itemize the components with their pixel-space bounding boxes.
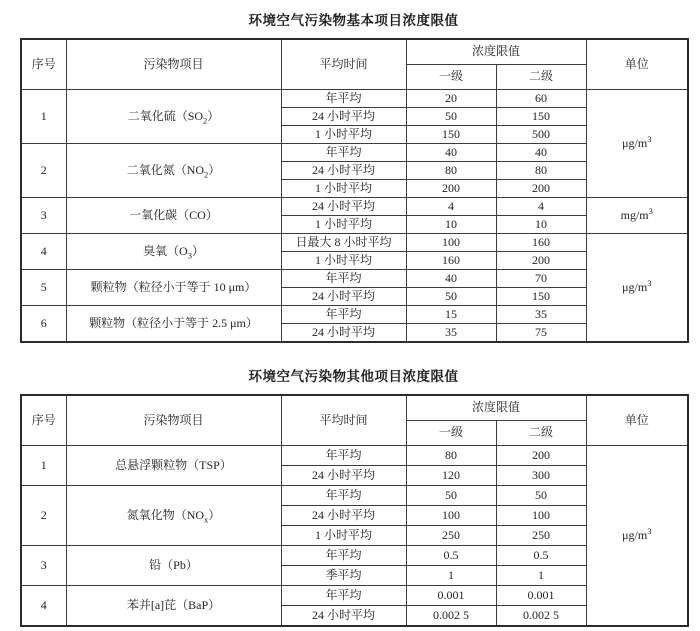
header-avg-time: 平均时间 <box>281 395 406 446</box>
table-row <box>21 90 688 108</box>
cell-level1: 50 <box>406 108 496 126</box>
cell-level2: 300 <box>496 466 586 486</box>
cell-seq: 3 <box>21 546 66 586</box>
cell-unit: $\mu g/m^3$ <box>586 234 688 343</box>
header-level2: 二级 <box>496 421 586 446</box>
cell-level1: 4 <box>406 198 496 216</box>
cell-unit: $\mu g/m^3$ <box>586 90 688 198</box>
cell-level1: 100 <box>406 506 496 526</box>
cell-level1: 0.002 5 <box>406 606 496 627</box>
cell-seq: 3 <box>21 198 66 234</box>
cell-avg-time: 24 小时平均 <box>281 324 406 343</box>
cell-level1: 250 <box>406 526 496 546</box>
cell-avg-time: 24 小时平均 <box>281 162 406 180</box>
cell-avg-time: 24 小时平均 <box>281 466 406 486</box>
cell-level2: 0.001 <box>496 586 586 606</box>
cell-pollutant: 苯并[a]芘（BaP） <box>66 586 281 627</box>
header-pollutant: 污染物项目 <box>66 39 281 90</box>
cell-level2: 35 <box>496 306 586 324</box>
cell-avg-time: 年平均 <box>281 586 406 606</box>
table-header <box>21 395 688 446</box>
cell-level2: 200 <box>496 252 586 270</box>
cell-avg-time: 24 小时平均 <box>281 606 406 627</box>
table-title-basic: 环境空气污染物基本项目浓度限值 <box>248 13 459 28</box>
table-row <box>21 198 688 216</box>
cell-avg-time: 1 小时平均 <box>281 180 406 198</box>
cell-level2: 250 <box>496 526 586 546</box>
cell-avg-time: 1 小时平均 <box>281 126 406 144</box>
cell-avg-time: 年平均 <box>281 306 406 324</box>
cell-level1: 200 <box>406 180 496 198</box>
cell-avg-time: 24 小时平均 <box>281 288 406 306</box>
table-title-other: 环境空气污染物其他项目浓度限值 <box>248 369 459 384</box>
header-level2: 二级 <box>496 65 586 90</box>
cell-avg-time: 年平均 <box>281 144 406 162</box>
cell-level2: 80 <box>496 162 586 180</box>
cell-seq: 2 <box>21 486 66 546</box>
header-pollutant: 污染物项目 <box>66 395 281 446</box>
cell-level2: 4 <box>496 198 586 216</box>
cell-level1: 160 <box>406 252 496 270</box>
other-limits-table <box>20 394 689 627</box>
cell-level2: 10 <box>496 216 586 234</box>
cell-level1: 1 <box>406 566 496 586</box>
cell-seq: 5 <box>21 270 66 306</box>
cell-seq: 4 <box>21 586 66 627</box>
cell-seq: 2 <box>21 144 66 198</box>
cell-level1: 100 <box>406 234 496 252</box>
cell-level1: 35 <box>406 324 496 343</box>
cell-pollutant: 颗粒物（粒径小于等于 2.5 μm） <box>66 306 281 343</box>
cell-avg-time: 日最大 8 小时平均 <box>281 234 406 252</box>
cell-avg-time: 年平均 <box>281 270 406 288</box>
table-body <box>21 90 688 343</box>
cell-avg-time: 年平均 <box>281 90 406 108</box>
cell-level2: 40 <box>496 144 586 162</box>
cell-level1: 50 <box>406 288 496 306</box>
cell-pollutant: 二氧化氮$(NO_2)$ <box>66 144 281 198</box>
cell-pollutant: 颗粒物（粒径小于等于 10 μm） <box>66 270 281 306</box>
cell-level2: 150 <box>496 108 586 126</box>
cell-level2: 200 <box>496 180 586 198</box>
header-avg-time: 平均时间 <box>281 39 406 90</box>
cell-level2: 0.5 <box>496 546 586 566</box>
cell-pollutant: 一氧化碳（CO） <box>66 198 281 234</box>
cell-avg-time: 1 小时平均 <box>281 252 406 270</box>
cell-avg-time: 季平均 <box>281 566 406 586</box>
cell-level1: 150 <box>406 126 496 144</box>
cell-level2: 70 <box>496 270 586 288</box>
cell-seq: 4 <box>21 234 66 270</box>
cell-unit: $mg/m^3$ <box>586 198 688 234</box>
cell-pollutant: 铅（Pb） <box>66 546 281 586</box>
header-level1: 一级 <box>406 65 496 90</box>
table-body <box>21 446 688 627</box>
cell-pollutant: 氮氧化物$(NO_x)$ <box>66 486 281 546</box>
cell-seq: 1 <box>21 446 66 486</box>
cell-level1: 0.5 <box>406 546 496 566</box>
cell-level2: 50 <box>496 486 586 506</box>
header-seq: 序号 <box>21 395 66 446</box>
cell-avg-time: 24 小时平均 <box>281 506 406 526</box>
cell-avg-time: 年平均 <box>281 546 406 566</box>
basic-limits-table <box>20 38 689 343</box>
cell-level1: 120 <box>406 466 496 486</box>
cell-level1: 20 <box>406 90 496 108</box>
cell-level2: 60 <box>496 90 586 108</box>
cell-unit: $\mu g/m^3$ <box>586 446 688 627</box>
header-level1: 一级 <box>406 421 496 446</box>
header-unit: 单位 <box>586 395 688 446</box>
table-header-row <box>21 395 688 421</box>
cell-level1: 80 <box>406 162 496 180</box>
cell-avg-time: 年平均 <box>281 446 406 466</box>
table-row <box>21 446 688 466</box>
cell-level2: 200 <box>496 446 586 466</box>
cell-level2: 500 <box>496 126 586 144</box>
cell-avg-time: 1 小时平均 <box>281 216 406 234</box>
cell-level1: 40 <box>406 144 496 162</box>
cell-level2: 0.002 5 <box>496 606 586 627</box>
cell-level2: 1 <box>496 566 586 586</box>
cell-level2: 150 <box>496 288 586 306</box>
cell-level2: 75 <box>496 324 586 343</box>
table-header-row <box>21 39 688 65</box>
header-limit-group: 浓度限值 <box>406 395 586 421</box>
cell-pollutant: 二氧化硫$(SO_2)$ <box>66 90 281 144</box>
cell-level1: 40 <box>406 270 496 288</box>
cell-seq: 1 <box>21 90 66 144</box>
table-header <box>21 39 688 90</box>
cell-level2: 160 <box>496 234 586 252</box>
cell-level2: 100 <box>496 506 586 526</box>
cell-avg-time: 24 小时平均 <box>281 198 406 216</box>
cell-avg-time: 年平均 <box>281 486 406 506</box>
cell-level1: 80 <box>406 446 496 466</box>
header-unit: 单位 <box>586 39 688 90</box>
cell-avg-time: 24 小时平均 <box>281 108 406 126</box>
cell-level1: 15 <box>406 306 496 324</box>
cell-avg-time: 1 小时平均 <box>281 526 406 546</box>
header-limit-group: 浓度限值 <box>406 39 586 65</box>
cell-pollutant: 总悬浮颗粒物（TSP） <box>66 446 281 486</box>
cell-level1: 10 <box>406 216 496 234</box>
table-row <box>21 234 688 252</box>
header-seq: 序号 <box>21 39 66 90</box>
cell-seq: 6 <box>21 306 66 343</box>
cell-pollutant: 臭氧$(O_3)$ <box>66 234 281 270</box>
cell-level1: 0.001 <box>406 586 496 606</box>
cell-level1: 50 <box>406 486 496 506</box>
